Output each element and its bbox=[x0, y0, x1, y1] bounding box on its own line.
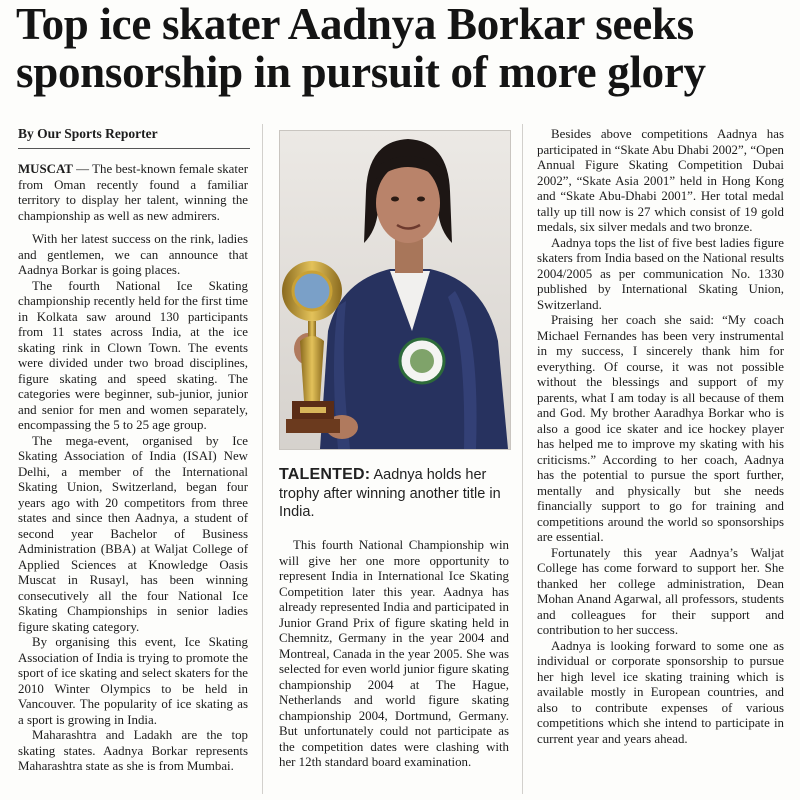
article-column-3 bbox=[537, 127, 784, 747]
column-divider bbox=[522, 124, 523, 794]
byline: By Our Sports Reporter bbox=[18, 126, 250, 149]
article-paragraph: Aadnya is looking forward to some one as individual or corporate sponsorship to pursue her high level ice skating training which is available mostly in European countries, and also to contribute expenses of various competitions which she intend to participate in current year and years ahead. bbox=[537, 638, 784, 746]
column-divider bbox=[262, 124, 263, 794]
article-paragraph: Maharashtra and Ladakh are the top skating states. Aadnya Borkar represents Maharashtra state as she is from Mumbai. bbox=[18, 728, 248, 773]
skater-photo bbox=[279, 130, 511, 450]
caption-text: Aadnya holds her trophy after winning another title in India. bbox=[279, 467, 501, 520]
article-paragraph: Besides above competitions Aadnya has participated in “Skate Abu Dhabi 2002”, “Open Annual Figure Skating Competition Dubai 2002”, “Skate Asia 2001” held in Hong Kong and “Skate Abu-Dhabi 2001”. Her total medal tally up till now is 27 which consist of 19 gold medals, six silver medals and two bronze. bbox=[537, 127, 784, 234]
article-paragraph: The fourth National Ice Skating championship recently held for the first time in Kolkata saw around 130 participants from 11 states across India, at the ice skating rink in Clown Town. The events were divided under two broad disciplines, figure skating and speed skating. The categories were beginner, sub-junior, junior and senior for men and women separately, encompassing the 5 to 25 age group. bbox=[18, 278, 248, 432]
caption-lead: TALENTED: bbox=[279, 466, 371, 483]
article-paragraph: Fortunately this year Aadnya’s Waljat College has come forward to support her. She thanked her college administration, Dean Mohan Anand Agarwal, all professors, students and colleagues for their support and contribution to her success. bbox=[537, 545, 784, 637]
photo-caption bbox=[279, 466, 515, 522]
article-paragraph: With her latest success on the rink, ladies and gentlemen, we can announce that Aadnya Borkar is going places. bbox=[18, 232, 248, 277]
skater-with-trophy-image bbox=[280, 131, 510, 449]
article-paragraph: This fourth National Championship win will give her one more opportunity to represent India in International Ice Skating Competition later this year. Aadnya has already represented India and participated in Junior Grand Prix of figure skating held in Chemnitz, Germany in the year 2004 and Montreal, Canada in the year 2005. She was selected for even world junior figure skating championship 2004 at The Hague, Netherlands and world figure skating championship 2004, Dortmund, Germany. But unfortunately could not participate as the competition dates were clashing with her 12th standard board examination. bbox=[279, 538, 509, 769]
article-paragraph: MUSCAT — The best-known female skater from Oman recently found a familiar territory to display her talent, winning the championship as well as new admirers. bbox=[18, 162, 248, 223]
article-paragraph: Praising her coach she said: “My coach Michael Fernandes has been very instrumental in my success, I sincerely thank him for everything. Of course, it was not possible without the blessings and support of my parents, what I am today is all because of them and God. My brother Aaradhya Borkar who is also a good ice skater and ice hockey player has helped me to improve my skating with his criticisms.” According to her coach, Aadnya has the potential to pursue the sport further, mentally and physically but she needs financially support to go for training and competitions around the world so sponsorships are essential. bbox=[537, 313, 784, 544]
article-paragraph: Aadnya tops the list of five best ladies figure skaters from India based on the National results 2004/2005 as per communication No. 1330 published by International Skating Union, Switzerland. bbox=[537, 235, 784, 312]
dateline: MUSCAT bbox=[18, 162, 73, 176]
article-column-2 bbox=[279, 538, 509, 771]
article-paragraph: The mega-event, organised by Ice Skating Association of India (ISAI) New Delhi, a member of the International Skating Union, Switzerland, began four years ago with 20 competitors from three states and since then Aadnya, a student of second year Bachelor of Business Administration (BBA) at Waljat College of Applied Sciences at Knowledge Oasis Muscat in Rusayl, has been winning consecutively all the four National Ice Skating Championships in senior ladies figure skating category. bbox=[18, 433, 248, 634]
article-paragraph: By organising this event, Ice Skating Association of India is trying to promote the sport of ice skating and select skaters for the 2010 Winter Olympics to be held in Vancouver. The popularity of ice skating as a sport is growing in India. bbox=[18, 635, 248, 727]
article-column-1 bbox=[18, 162, 248, 775]
headline: Top ice skater Aadnya Borkar seeks sponsorship in pursuit of more glory bbox=[16, 0, 706, 97]
